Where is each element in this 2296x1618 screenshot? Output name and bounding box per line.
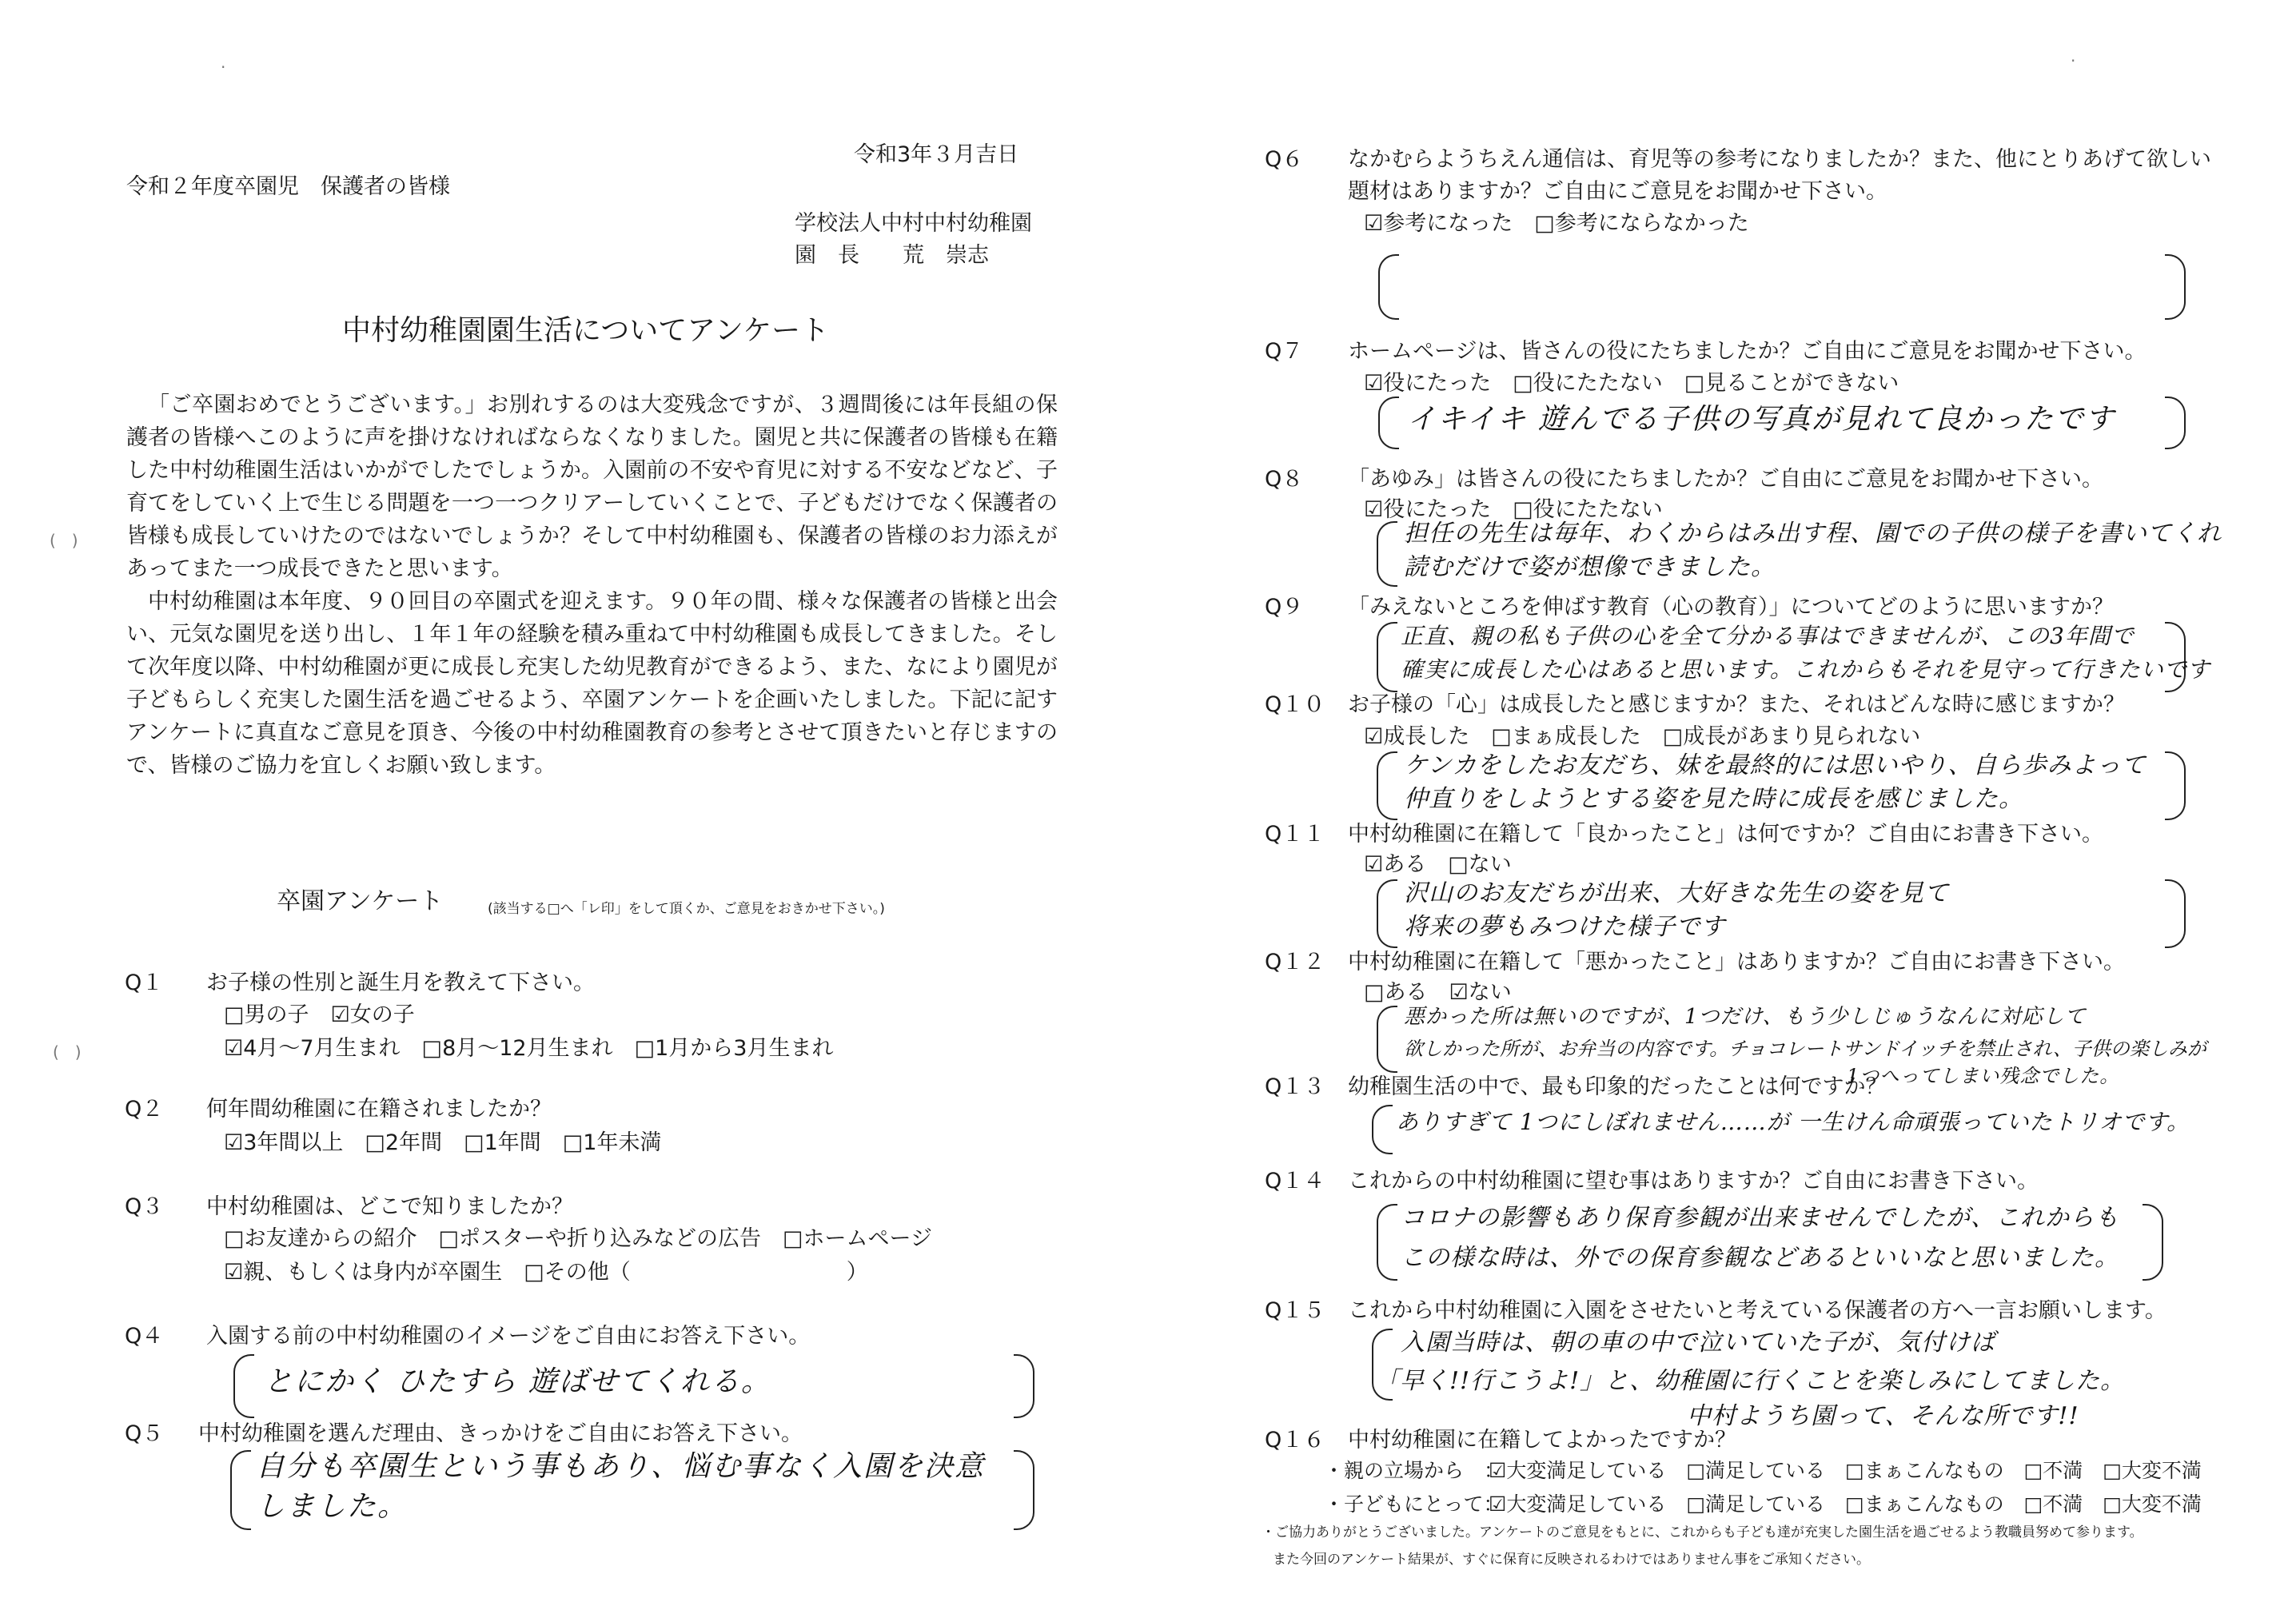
q13-number: Q１３ <box>1265 1074 1325 1099</box>
intro-text <box>126 389 1058 782</box>
q11-answer-bracket-left <box>1377 879 1397 948</box>
q9-answer-line2[interactable]: 確実に成長した心はあると思います。これからもそれを見守って行きたいです <box>1401 656 2210 683</box>
q10-options[interactable]: ☑成長した □まぁ成長した □成長があまり見られない <box>1364 724 1921 749</box>
q11-answer-bracket-right <box>2165 879 2186 948</box>
q8-answer-bracket-left <box>1377 521 1397 587</box>
q14-answer-bracket-right <box>2143 1204 2163 1281</box>
q10-answer-line2[interactable]: 仲直りをしようとする姿を見た時に成長を感じました。 <box>1404 785 2023 813</box>
q12-number: Q１２ <box>1265 950 1325 974</box>
q4-answer-bracket-right <box>1014 1354 1034 1418</box>
q8-number: Q８ <box>1265 467 1304 492</box>
q15-answer-line2[interactable]: 「早く!!行こうよ!」と、幼稚園に行くことを楽しみにしてました。 <box>1375 1367 2126 1395</box>
q9-question: 「みえないところを伸ばす教育（心の教育）」についてどのように思いますか？ <box>1348 595 2114 620</box>
q10-answer-bracket-right <box>2165 751 2186 820</box>
q16-question: 中村幼稚園に在籍してよかったですか？ <box>1348 1428 1736 1453</box>
q3-options-1[interactable]: □お友達からの紹介 □ポスターや折り込みなどの広告 □ホームページ <box>224 1226 932 1251</box>
q2-options[interactable]: ☑3年間以上 □2年間 □1年間 □1年未満 <box>224 1130 662 1155</box>
q8-question: 「あゆみ」は皆さんの役にたちましたか？ご自由にご意見をお聞かせ下さい。 <box>1348 467 2103 492</box>
hole-punch-mark: ( ) <box>53 1042 82 1062</box>
q12-options[interactable]: □ある ☑ない <box>1364 980 1512 1005</box>
recipient-line: 令和２年度卒園児 保護者の皆様 <box>126 174 450 199</box>
q14-answer-line1[interactable]: コロナの影響もあり保育参観が出来ませんでしたが、これからも <box>1401 1204 2119 1232</box>
q4-answer[interactable]: とにかく ひたすら 遊ばせてくれる。 <box>264 1365 771 1398</box>
q10-answer-bracket-left <box>1377 751 1397 820</box>
q2-question: 何年間幼稚園に在籍されましたか？ <box>206 1097 552 1122</box>
q14-answer-bracket-left <box>1377 1204 1397 1281</box>
q9-answer-bracket-left <box>1377 622 1397 692</box>
q6-answer-bracket-right <box>2165 254 2186 320</box>
q1-number: Q１ <box>125 970 164 995</box>
q7-answer-bracket-left <box>1378 397 1399 449</box>
q3-options-2[interactable]: ☑親、もしくは身内が卒園生 □その他（ ） <box>224 1260 868 1285</box>
q13-answer-bracket-left <box>1372 1105 1393 1154</box>
intro-paragraph: 「ご卒園おめでとうございます。」お別れするのは大変残念ですが、３週間後には年長組の保護者の皆様へこのように声を掛けなければならなくなりました。園児と共に保護者の皆様も在籍した中村幼稚園生活はいかがでしたでしょうか。入園前の不安や育児に対する不安などなど、子育てをしていく上で生じる問題を一つ一つクリアーしていくことで、子どもだけでなく保護者の皆様も成長していけたのではないでしょうか？そして中村幼稚園も、保護者の皆様のお力添えがあってまた一つ成長できたと思います。 <box>126 393 1058 581</box>
scan-mark: · <box>2071 51 2076 70</box>
intro-paragraph: 中村幼稚園は本年度、９０回目の卒園式を迎えます。９０年の間、様々な保護者の皆様と出会い、元気な園児を送り出し、１年１年の経験を積み重ねて中村幼稚園も成長してきました。そして次年度以降、中村幼稚園が更に成長し充実した幼児教育ができるよう、また、なにより園児が子どもらしく充実した園生活を過ごせるよう、卒園アンケートを企画いたしました。下記に記すアンケートに真直なご意見を頂き、今後の中村幼稚園教育の参考とさせて頂きたいと存じますので、皆様のご協力を宜しくお願い致します。 <box>126 589 1058 778</box>
q6-answer-bracket-left <box>1378 254 1399 320</box>
q15-number: Q１５ <box>1265 1298 1325 1323</box>
q7-options[interactable]: ☑役にたった □役にたたない □見ることができない <box>1364 371 1899 396</box>
q12-answer-line2[interactable]: 欲しかった所が、お弁当の内容です。チョコレートサンドイッチを禁止され、子供の楽しみが <box>1404 1038 2206 1060</box>
q12-answer-line3[interactable]: 1つへってしまい残念でした。 <box>1847 1065 2120 1087</box>
q7-answer[interactable]: イキイキ 遊んでる子供の写真が見れて良かったです <box>1407 403 2116 436</box>
q11-question: 中村幼稚園に在籍して「良かったこと」は何ですか？ご自由にお書き下さい。 <box>1348 822 2103 847</box>
q8-answer-line2[interactable]: 読むだけで姿が想像できました。 <box>1404 553 1776 581</box>
q4-question: 入園する前の中村幼稚園のイメージをご自由にお答え下さい。 <box>206 1324 811 1349</box>
q12-answer-line1[interactable]: 悪かった所は無いのですが、1つだけ、もう少しじゅうなんに対応して <box>1404 1005 2087 1029</box>
q15-answer-line1[interactable]: 入園当時は、朝の車の中で泣いていた子が、気付けば <box>1401 1329 1995 1357</box>
q4-answer-bracket-left <box>233 1354 254 1418</box>
q5-question: 中村幼稚園を選んだ理由、きっかけをご自由にお答え下さい。 <box>198 1421 803 1446</box>
q15-question: これから中村幼稚園に入園をさせたいと考えている保護者の方へ一言お願いします。 <box>1348 1298 2166 1323</box>
q14-question: これからの中村幼稚園に望む事はありますか？ご自由にお書き下さい。 <box>1348 1169 2039 1194</box>
q3-question: 中村幼稚園は、どこで知りましたか？ <box>206 1194 573 1219</box>
q1-options-birth-month[interactable]: ☑4月～7月生まれ □8月～12月生まれ □1月から3月生まれ <box>224 1036 834 1061</box>
q14-number: Q１４ <box>1265 1169 1325 1194</box>
q6-number: Q６ <box>1265 147 1304 172</box>
footer-note: また今回のアンケート結果が、すぐに保育に反映されるわけではありません事をご承知ください。 <box>1273 1552 1870 1568</box>
q1-options-gender[interactable]: □男の子 ☑女の子 <box>224 1002 415 1027</box>
q5-answer-bracket-left <box>230 1450 251 1530</box>
q10-answer-line1[interactable]: ケンカをしたお友だち、妹を最終的には思いやり、自ら歩みよって <box>1404 751 2147 779</box>
organization-name: 学校法人中村中村幼稚園 <box>795 211 1032 236</box>
scan-mark: · <box>221 58 226 77</box>
q13-question: 幼稚園生活の中で、最も印象的だったことは何ですか？ <box>1348 1074 1887 1099</box>
q5-answer-line1[interactable]: 自分も卒園生という事もあり、悩む事なく入園を決意 <box>256 1450 986 1483</box>
issue-date: 令和3年３月吉日 <box>854 142 1019 167</box>
document-title: 中村幼稚園園生活についてアンケート <box>342 314 830 347</box>
q8-answer-line1[interactable]: 担任の先生は毎年、わくからはみ出す程、園での子供の様子を書いてくれ <box>1404 520 2222 548</box>
q6-question-line1: なかむらようちえん通信は、育児等の参考になりましたか？また、他にとりあげて欲しい <box>1348 147 2211 172</box>
q9-answer-line1[interactable]: 正直、親の私も子供の心を全て分かる事はできませんが、この3年間で <box>1401 623 2135 649</box>
q11-number: Q１１ <box>1265 822 1325 847</box>
q11-options[interactable]: ☑ある □ない <box>1364 852 1512 877</box>
q5-number: Q５ <box>125 1421 164 1446</box>
survey-title: 卒園アンケート <box>277 887 444 915</box>
q10-question: お子様の「心」は成長したと感じますか？また、それはどんな時に感じますか？ <box>1348 692 2125 717</box>
q12-answer-bracket-left <box>1377 1006 1397 1073</box>
principal-name: 園 長 荒 崇志 <box>795 243 989 268</box>
q7-number: Q７ <box>1265 339 1304 364</box>
q7-question: ホームページは、皆さんの役にたちましたか？ご自由にご意見をお聞かせ下さい。 <box>1348 339 2147 364</box>
q11-answer-line1[interactable]: 沢山のお友だちが出来、大好きな先生の姿を見て <box>1404 879 1949 907</box>
q16-number: Q１６ <box>1265 1428 1325 1453</box>
q13-answer[interactable]: ありすぎて 1つにしぼれません……が 一生けん命頑張っていたトリオです。 <box>1396 1109 2190 1135</box>
q1-question: お子様の性別と誕生月を教えて下さい。 <box>206 970 595 995</box>
q16-child-label: ・子どもにとって： <box>1324 1492 1504 1516</box>
q14-answer-line2[interactable]: この様な時は、外での保育参観などあるといいなと思いました。 <box>1401 1244 2119 1272</box>
q15-answer-line3[interactable]: 中村ようち園って、そんな所です!! <box>1687 1402 2079 1430</box>
q16-child-options[interactable]: ☑大変満足している □満足している □まぁこんなもの □不満 □大変不満 <box>1489 1492 2202 1516</box>
hole-punch-mark: ( ) <box>50 531 78 550</box>
q16-parent-label: ・親の立場から ： <box>1324 1459 1505 1482</box>
q2-number: Q２ <box>125 1097 164 1122</box>
q3-number: Q３ <box>125 1194 164 1219</box>
q4-number: Q４ <box>125 1324 164 1349</box>
footer-thanks: ・ご協力ありがとうございました。アンケートのご意見をもとに、これからも子ども達が充実した園生活を過ごせるよう教職員努めて参ります。 <box>1262 1524 2143 1540</box>
survey-note: (該当する□へ「レ印」をして頂くか、ご意見をおきかせ下さい。) <box>488 901 885 917</box>
q5-answer-line2[interactable]: しました。 <box>256 1490 409 1523</box>
q6-options[interactable]: ☑参考になった □参考にならなかった <box>1364 211 1749 236</box>
q10-number: Q１０ <box>1265 692 1325 717</box>
q12-question: 中村幼稚園に在籍して「悪かったこと」はありますか？ご自由にお書き下さい。 <box>1348 950 2125 974</box>
q6-question-line2: 題材はありますか？ご自由にご意見をお聞かせ下さい。 <box>1348 179 1887 204</box>
q8-options[interactable]: ☑役にたった □役にたたない <box>1364 497 1663 522</box>
q7-answer-bracket-right <box>2165 397 2186 449</box>
q16-parent-options[interactable]: ☑大変満足している □満足している □まぁこんなもの □不満 □大変不満 <box>1489 1459 2202 1482</box>
q9-number: Q９ <box>1265 595 1304 620</box>
q5-answer-bracket-right <box>1014 1450 1034 1530</box>
q11-answer-line2[interactable]: 将来の夢もみつけた様子です <box>1404 913 1726 941</box>
